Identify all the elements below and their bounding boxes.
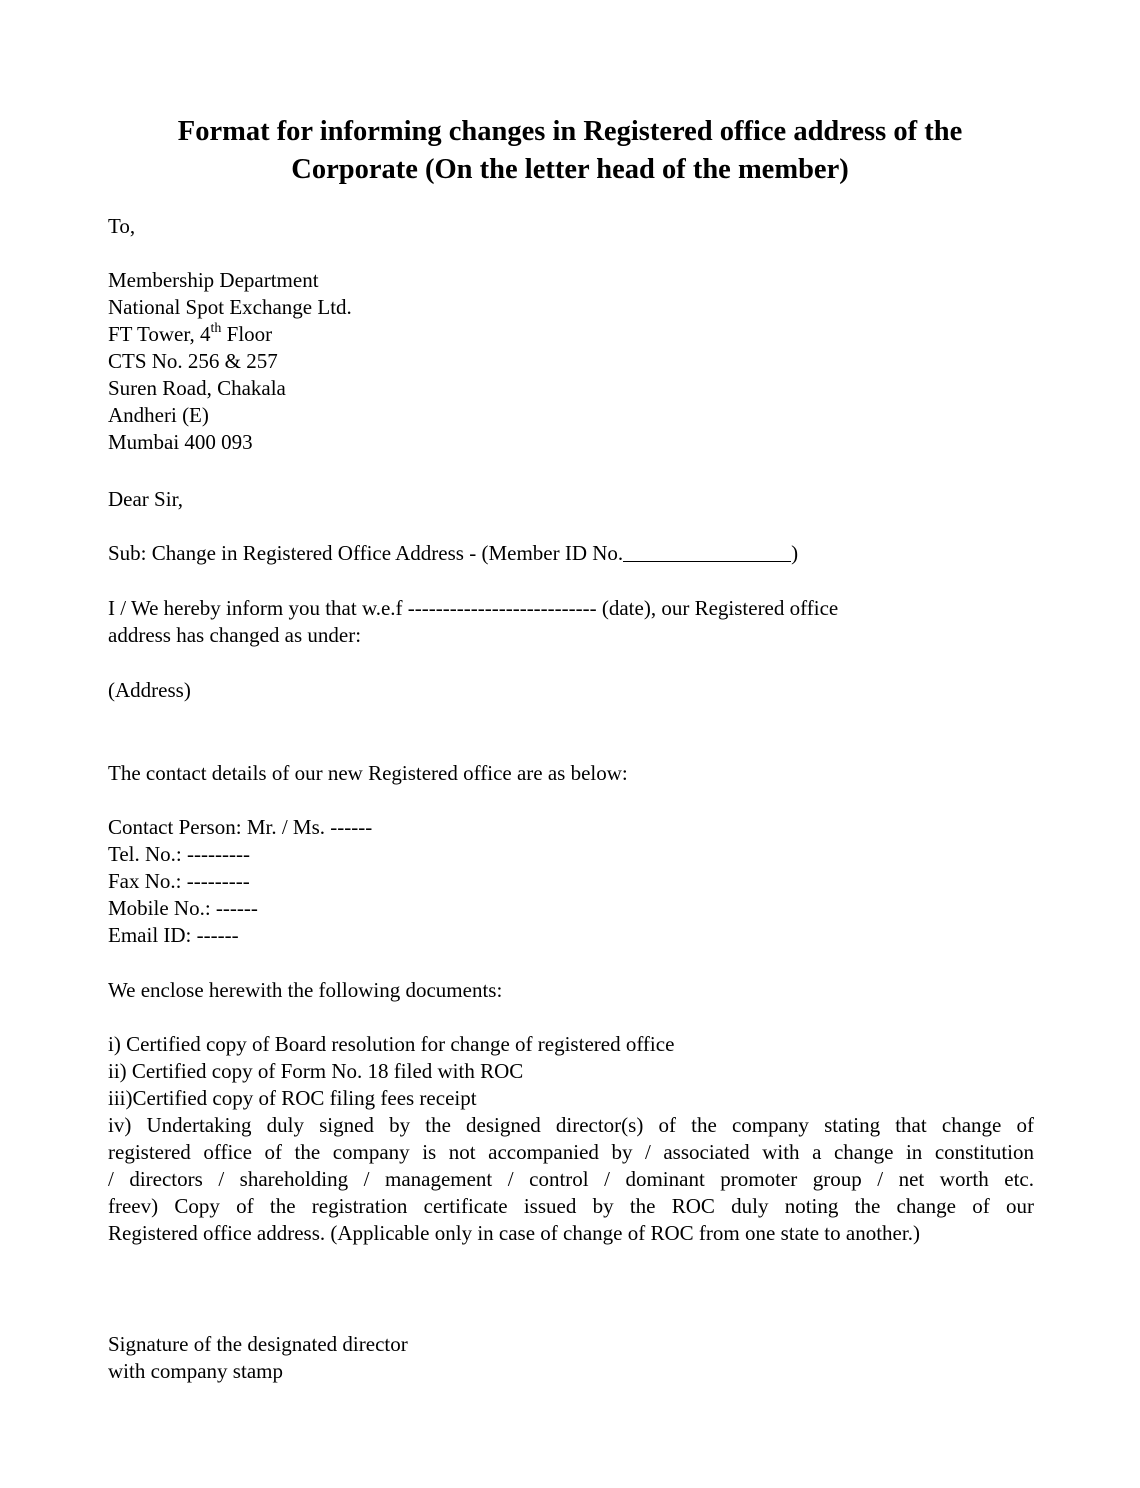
intro-line-2: address has changed as under: bbox=[108, 623, 362, 647]
recipient-building: FT Tower, 4th Floor bbox=[108, 321, 273, 346]
recipient-area: Andheri (E) bbox=[108, 403, 209, 427]
contact-intro: The contact details of our new Registered office are as below: bbox=[108, 761, 628, 785]
intro-line-1: I / We hereby inform you that w.e.f --------------------------- (date), our Registered office bbox=[108, 596, 839, 620]
documents-list bbox=[108, 1031, 1034, 1247]
recipient-cts: CTS No. 256 & 257 bbox=[108, 349, 278, 373]
title-line-1: Format for informing changes in Registered office address of the bbox=[177, 116, 963, 147]
contact-fax: Fax No.: --------- bbox=[108, 869, 250, 893]
enclose-intro: We enclose herewith the following documents: bbox=[108, 978, 503, 1002]
document-item-2: ii) Certified copy of Form No. 18 filed with ROC bbox=[108, 1059, 524, 1083]
subject-close: ) bbox=[791, 541, 799, 565]
contact-mobile: Mobile No.: ------ bbox=[108, 896, 258, 920]
contact-person: Contact Person: Mr. / Ms. ------ bbox=[108, 815, 373, 839]
document-item-4-line-1: iv) Undertaking duly signed by the designed director(s) of the company stating that change of bbox=[108, 1113, 1034, 1137]
member-id-blank bbox=[623, 543, 791, 562]
recipient-address bbox=[108, 267, 1034, 456]
signature-line-1: Signature of the designated director bbox=[108, 1332, 408, 1356]
document-item-4-line-3: / directors / shareholding / management / control / dominant promoter group / net worth etc. bbox=[108, 1167, 1034, 1191]
recipient-city: Mumbai 400 093 bbox=[108, 430, 253, 454]
signature-line-2: with company stamp bbox=[108, 1359, 283, 1383]
document-item-3: iii)Certified copy of ROC filing fees receipt bbox=[108, 1086, 477, 1110]
contact-details bbox=[108, 814, 1034, 949]
document-item-4-line-5: Registered office address. (Applicable only in case of change of ROC from one state to another.) bbox=[108, 1221, 920, 1245]
subject-line bbox=[108, 540, 1034, 567]
signature-block bbox=[108, 1331, 1034, 1385]
document-item-4-line-2: registered office of the company is not accompanied by / associated with a change in constitution bbox=[108, 1140, 1034, 1164]
contact-email: Email ID: ------ bbox=[108, 923, 239, 947]
document-title bbox=[0, 113, 1140, 189]
address-placeholder: (Address) bbox=[108, 678, 191, 702]
subject-text: Sub: Change in Registered Office Address - (Member ID No. bbox=[108, 541, 624, 565]
document-item-4-line-4: freev) Copy of the registration certificate issued by the ROC duly noting the change of our bbox=[108, 1194, 1034, 1218]
intro-paragraph bbox=[108, 595, 1034, 649]
recipient-department: Membership Department bbox=[108, 268, 319, 292]
recipient-company: National Spot Exchange Ltd. bbox=[108, 295, 352, 319]
salutation-to: To, bbox=[108, 214, 136, 238]
recipient-road: Suren Road, Chakala bbox=[108, 376, 286, 400]
title-line-2: Corporate (On the letter head of the member) bbox=[291, 154, 849, 185]
greeting: Dear Sir, bbox=[108, 487, 183, 511]
document-item-1: i) Certified copy of Board resolution for change of registered office bbox=[108, 1032, 675, 1056]
contact-tel: Tel. No.: --------- bbox=[108, 842, 250, 866]
